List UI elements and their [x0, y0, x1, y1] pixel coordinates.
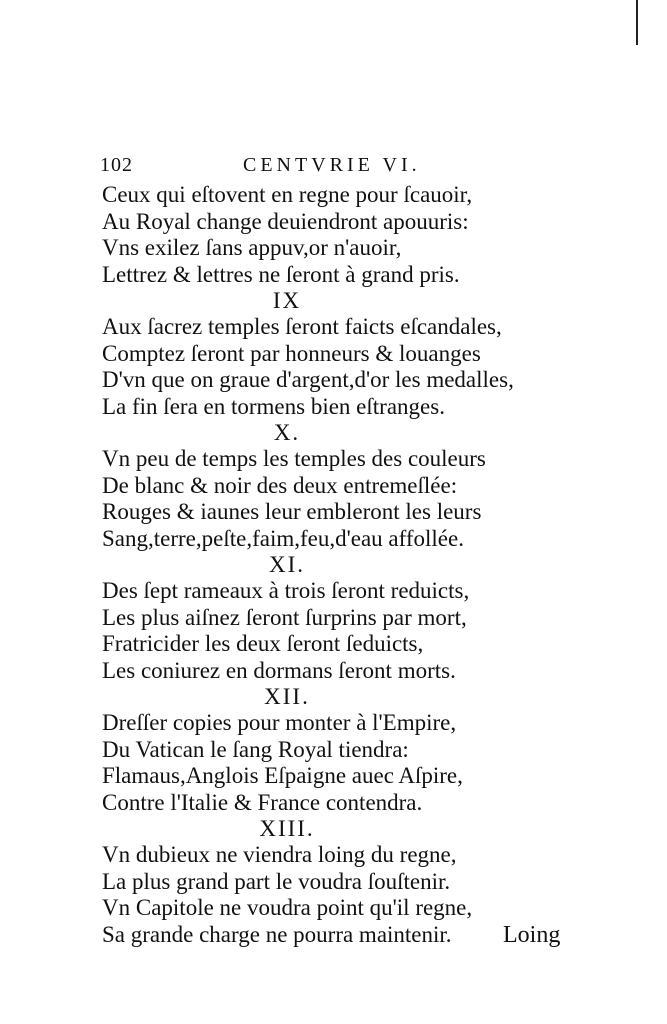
verse-line: Rouges & iaunes leur embleront les leurs [102, 499, 482, 524]
verse-line: Flamaus,Anglois Eſpaigne auec Aſpire, [102, 763, 463, 788]
verse-line: Les plus aiſnez ſeront ſurprins par mort, [102, 604, 467, 630]
verse-line: Sang,terre,peſte,faim,feu,d'eau affollée. [102, 525, 464, 551]
quatrain-numeral: X. [273, 420, 301, 445]
verse-line: Au Royal change deuiendront apouuris: [102, 208, 469, 234]
stanza-xii [102, 684, 582, 816]
verse-body [102, 182, 582, 948]
stanza-x [102, 420, 582, 552]
verse-line: Du Vatican le ſang Royal tiendra: [102, 736, 409, 762]
quatrain-numeral: XIII. [259, 816, 315, 841]
verse-line: Dreſſer copies pour monter à l'Empire, [102, 710, 457, 735]
verse-line: Sa grande charge ne pourra maintenir. [102, 921, 452, 947]
stanza-xi [102, 552, 582, 684]
verse-line: Vn peu de temps les temples des couleurs [102, 446, 486, 471]
verse-line: La plus grand part le voudra ſouſtenir. [102, 868, 451, 894]
page-number: 102 [100, 154, 133, 176]
running-title: CENTVRIE VI. [243, 154, 421, 176]
stanza-ix [102, 288, 582, 420]
verse-line: La fin ſera en tormens bien eſtranges. [102, 393, 445, 419]
verse-line: Comptez ſeront par honneurs & louanges [102, 340, 481, 366]
verse-line: Vns exilez ſans appuv,or n'auoir, [102, 235, 402, 260]
quatrain-numeral: XII. [264, 684, 310, 709]
verse-line: D'vn que on graue d'argent,d'or les medalles, [102, 367, 514, 392]
verse-line: Ceux qui eſtovent en regne pour ſcauoir, [102, 182, 473, 207]
stanza-1 [102, 182, 582, 288]
verse-line: Aux ſacrez temples ſeront faicts eſcandales, [102, 314, 502, 339]
verse-line: Fratricider les deux ſeront ſeduicts, [102, 631, 424, 656]
verse-line: De blanc & noir des deux entremeſlée: [102, 472, 458, 498]
verse-line: Les coniurez en dormans ſeront morts. [102, 657, 456, 683]
quatrain-numeral: XI. [268, 552, 306, 577]
verse-line: Contre l'Italie & France contendra. [102, 789, 423, 815]
verse-line: Des ſept rameaux à trois ſeront reduicts, [102, 578, 470, 603]
verse-line: Vn dubieux ne viendra loing du regne, [102, 842, 457, 867]
catchword: Loing [503, 922, 561, 948]
page-header [100, 150, 520, 180]
quatrain-numeral: IX [272, 288, 302, 313]
page-edge-line [636, 0, 638, 45]
verse-line: Lettrez & lettres ne ſeront à grand pris. [102, 261, 460, 287]
verse-line: Vn Capitole ne voudra point qu'il regne, [102, 895, 473, 920]
